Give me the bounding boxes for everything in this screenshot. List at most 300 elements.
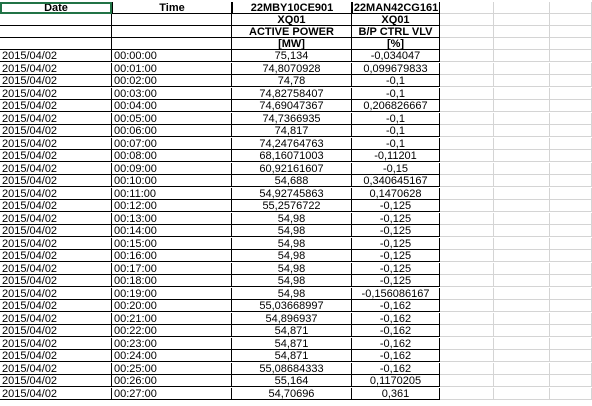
empty-cell[interactable] [550,14,592,26]
empty-cell[interactable] [494,113,550,125]
empty-cell[interactable] [550,213,592,225]
empty-cell[interactable] [494,188,550,200]
time-value: 00:14:00 [114,225,157,237]
empty-cell[interactable] [112,26,232,38]
empty-cell[interactable] [494,88,550,100]
empty-cell[interactable] [0,26,112,38]
power-cell[interactable] [232,275,352,287]
empty-cell[interactable] [550,363,592,375]
empty-cell[interactable] [440,88,494,100]
valve-value: -0,125 [379,250,412,262]
valve-cell[interactable] [352,113,440,125]
power-cell[interactable] [232,188,352,200]
empty-cell[interactable] [440,113,494,125]
power-cell[interactable] [232,138,352,150]
valve-value: 0,340645167 [363,175,428,187]
date-cell[interactable] [0,238,112,250]
power-cell[interactable] [232,250,352,262]
power-value: 74,7366935 [262,112,321,125]
power-cell[interactable] [232,338,352,350]
date-value: 2015/04/02 [2,100,58,112]
header-valve-sub: XQ01 [381,14,410,26]
table-row [0,338,592,350]
time-cell[interactable] [112,200,232,212]
valve-cell[interactable] [352,200,440,212]
time-value: 00:11:00 [114,187,157,200]
header-valve-name-cell[interactable] [352,26,440,38]
date-cell[interactable] [0,88,112,100]
date-cell[interactable] [0,350,112,362]
header-valve-tag: 22MAN42CG161 [353,2,439,14]
date-cell[interactable] [0,213,112,225]
empty-cell[interactable] [440,100,494,112]
power-cell[interactable] [232,150,352,162]
power-value: 74,24764763 [259,137,324,150]
empty-cell[interactable] [494,2,550,14]
empty-cell[interactable] [440,350,494,362]
empty-cell[interactable] [440,75,494,87]
time-cell[interactable] [112,225,232,237]
power-value: 54,98 [277,287,306,300]
power-cell[interactable] [232,288,352,300]
empty-cell[interactable] [494,250,550,262]
empty-cell[interactable] [494,263,550,275]
power-cell[interactable] [232,325,352,337]
empty-cell[interactable] [550,175,592,187]
date-cell[interactable] [0,113,112,125]
power-cell[interactable] [232,388,352,400]
date-value: 2015/04/02 [2,325,58,337]
time-value: 00:16:00 [114,250,157,262]
power-value: 54,98 [277,275,306,287]
empty-cell[interactable] [550,375,592,387]
valve-cell[interactable] [352,125,440,137]
time-cell[interactable] [112,250,232,262]
empty-cell[interactable] [494,163,550,175]
valve-cell[interactable] [352,288,440,300]
time-cell[interactable] [112,75,232,87]
empty-cell[interactable] [440,14,494,26]
empty-cell[interactable] [494,363,550,375]
empty-cell[interactable] [440,38,494,50]
date-value: 2015/04/02 [2,175,58,187]
empty-cell[interactable] [440,388,494,400]
table-row [0,313,592,325]
valve-value: -0,125 [379,200,412,212]
power-cell[interactable] [232,88,352,100]
empty-cell[interactable] [494,300,550,312]
empty-cell[interactable] [550,100,592,112]
empty-cell[interactable] [440,175,494,187]
empty-cell[interactable] [440,250,494,262]
date-cell[interactable] [0,175,112,187]
valve-value: -0,125 [379,262,412,275]
empty-cell[interactable] [494,225,550,237]
time-cell[interactable] [112,63,232,75]
date-cell[interactable] [0,263,112,275]
time-cell[interactable] [112,338,232,350]
empty-cell[interactable] [112,38,232,50]
empty-cell[interactable] [440,26,494,38]
empty-cell[interactable] [550,75,592,87]
empty-cell[interactable] [550,2,592,14]
time-cell[interactable] [112,388,232,400]
table-row [0,63,592,75]
date-cell[interactable] [0,188,112,200]
empty-cell[interactable] [440,225,494,237]
empty-cell[interactable] [494,138,550,150]
time-cell[interactable] [112,350,232,362]
time-cell[interactable] [112,175,232,187]
valve-value: -0,125 [379,212,412,225]
date-cell[interactable] [0,338,112,350]
empty-cell[interactable] [112,14,232,26]
power-value: 54,871 [274,337,309,350]
date-value: 2015/04/02 [2,350,58,362]
empty-cell[interactable] [550,38,592,50]
power-value: 55,2576722 [262,200,321,212]
time-cell[interactable] [112,100,232,112]
empty-cell[interactable] [550,26,592,38]
empty-cell[interactable] [440,213,494,225]
empty-cell[interactable] [550,288,592,300]
empty-cell[interactable] [440,188,494,200]
empty-cell[interactable] [494,75,550,87]
empty-cell[interactable] [494,100,550,112]
empty-cell[interactable] [0,14,112,26]
empty-cell[interactable] [550,163,592,175]
valve-cell[interactable] [352,163,440,175]
valve-cell[interactable] [352,238,440,250]
time-cell[interactable] [112,188,232,200]
empty-cell[interactable] [494,275,550,287]
valve-cell[interactable] [352,375,440,387]
power-cell[interactable] [232,75,352,87]
date-cell[interactable] [0,250,112,262]
empty-cell[interactable] [550,88,592,100]
time-value: 00:27:00 [114,387,157,400]
empty-cell[interactable] [494,350,550,362]
time-cell[interactable] [112,50,232,62]
valve-value: -0,1 [386,75,405,87]
date-cell[interactable] [0,288,112,300]
table-row [0,188,592,200]
date-cell[interactable] [0,138,112,150]
empty-cell[interactable] [550,125,592,137]
empty-cell[interactable] [440,313,494,325]
valve-cell[interactable] [352,325,440,337]
time-cell[interactable] [112,288,232,300]
time-value: 00:09:00 [114,162,157,175]
power-value: 54,98 [277,250,306,262]
empty-cell[interactable] [440,263,494,275]
empty-cell[interactable] [550,350,592,362]
valve-cell[interactable] [352,138,440,150]
time-cell[interactable] [112,238,232,250]
empty-cell[interactable] [550,275,592,287]
valve-cell[interactable] [352,225,440,237]
date-cell[interactable] [0,125,112,137]
header-row-1 [0,2,592,14]
date-cell[interactable] [0,50,112,62]
header-row-3 [0,26,592,38]
empty-cell[interactable] [550,338,592,350]
time-cell[interactable] [112,300,232,312]
time-value: 00:13:00 [114,212,157,225]
date-value: 2015/04/02 [2,300,58,312]
valve-cell[interactable] [352,388,440,400]
table-row [0,50,592,62]
empty-cell[interactable] [550,313,592,325]
header-date-cell[interactable] [0,2,112,14]
header-power-sub-cell[interactable] [232,14,352,26]
empty-cell[interactable] [440,375,494,387]
header-valve-tag-cell[interactable] [352,2,440,14]
power-cell[interactable] [232,163,352,175]
empty-cell[interactable] [440,2,494,14]
date-value: 2015/04/02 [2,50,58,62]
power-cell[interactable] [232,63,352,75]
empty-cell[interactable] [494,150,550,162]
empty-cell[interactable] [494,288,550,300]
time-value: 00:20:00 [114,300,157,312]
time-value: 00:26:00 [114,375,157,387]
table-row [0,388,592,400]
date-value: 2015/04/02 [2,87,58,100]
time-cell[interactable] [112,375,232,387]
date-value: 2015/04/02 [2,387,58,400]
empty-cell[interactable] [550,188,592,200]
time-value: 00:01:00 [114,62,157,75]
power-value: 74,82758407 [259,87,324,100]
date-cell[interactable] [0,200,112,212]
empty-cell[interactable] [494,388,550,400]
empty-cell[interactable] [0,38,112,50]
date-value: 2015/04/02 [2,137,58,150]
power-cell[interactable] [232,213,352,225]
empty-cell[interactable] [550,225,592,237]
time-cell[interactable] [112,275,232,287]
date-value: 2015/04/02 [2,225,58,237]
empty-cell[interactable] [550,63,592,75]
time-cell[interactable] [112,88,232,100]
valve-value: -0,162 [379,312,412,325]
table-row [0,238,592,250]
empty-cell[interactable] [494,26,550,38]
empty-cell[interactable] [440,288,494,300]
date-cell[interactable] [0,163,112,175]
empty-cell[interactable] [494,175,550,187]
empty-cell[interactable] [440,50,494,62]
power-cell[interactable] [232,313,352,325]
power-cell[interactable] [232,238,352,250]
empty-cell[interactable] [440,300,494,312]
empty-cell[interactable] [550,113,592,125]
empty-cell[interactable] [440,200,494,212]
empty-cell[interactable] [550,325,592,337]
valve-cell[interactable] [352,75,440,87]
valve-cell[interactable] [352,263,440,275]
empty-cell[interactable] [440,275,494,287]
time-value: 00:24:00 [114,350,157,362]
time-cell[interactable] [112,213,232,225]
power-value: 54,98 [277,212,306,225]
empty-cell[interactable] [440,363,494,375]
time-value: 00:03:00 [114,87,157,100]
valve-cell[interactable] [352,63,440,75]
valve-cell[interactable] [352,213,440,225]
header-valve-unit-cell[interactable] [352,38,440,50]
empty-cell[interactable] [550,263,592,275]
valve-cell[interactable] [352,100,440,112]
time-cell[interactable] [112,113,232,125]
empty-cell[interactable] [440,150,494,162]
empty-cell[interactable] [440,63,494,75]
header-power-name: ACTIVE POWER [249,26,334,38]
header-power-tag-cell[interactable] [232,2,352,14]
empty-cell[interactable] [440,238,494,250]
date-cell[interactable] [0,100,112,112]
valve-cell[interactable] [352,150,440,162]
valve-cell[interactable] [352,313,440,325]
time-value: 00:06:00 [114,125,157,137]
time-value: 00:17:00 [114,262,157,275]
date-cell[interactable] [0,225,112,237]
valve-cell[interactable] [352,300,440,312]
valve-cell[interactable] [352,175,440,187]
time-cell[interactable] [112,263,232,275]
date-cell[interactable] [0,325,112,337]
power-cell[interactable] [232,125,352,137]
valve-cell[interactable] [352,88,440,100]
time-value: 00:07:00 [114,137,157,150]
date-cell[interactable] [0,300,112,312]
time-value: 00:12:00 [114,200,157,212]
empty-cell[interactable] [440,325,494,337]
table-row [0,350,592,362]
header-valve-sub-cell[interactable] [352,14,440,26]
date-cell[interactable] [0,388,112,400]
empty-cell[interactable] [440,125,494,137]
date-cell[interactable] [0,275,112,287]
time-cell[interactable] [112,313,232,325]
header-time: Time [159,2,185,14]
valve-value: -0,162 [379,337,412,350]
header-date: Date [44,2,68,14]
power-cell[interactable] [232,363,352,375]
time-value: 00:21:00 [114,312,157,325]
power-cell[interactable] [232,100,352,112]
empty-cell[interactable] [494,338,550,350]
empty-cell[interactable] [494,38,550,50]
empty-cell[interactable] [550,200,592,212]
empty-cell[interactable] [550,300,592,312]
valve-cell[interactable] [352,250,440,262]
table-row [0,75,592,87]
date-cell[interactable] [0,75,112,87]
header-power-name-cell[interactable] [232,26,352,38]
empty-cell[interactable] [440,338,494,350]
empty-cell[interactable] [550,138,592,150]
power-cell[interactable] [232,300,352,312]
time-cell[interactable] [112,125,232,137]
power-cell[interactable] [232,375,352,387]
date-cell[interactable] [0,313,112,325]
empty-cell[interactable] [440,163,494,175]
table-row [0,138,592,150]
valve-value: -0,125 [379,237,412,250]
power-value: 54,98 [277,262,306,275]
date-cell[interactable] [0,375,112,387]
date-cell[interactable] [0,63,112,75]
time-cell[interactable] [112,163,232,175]
empty-cell[interactable] [494,14,550,26]
power-cell[interactable] [232,175,352,187]
table-row [0,100,592,112]
valve-cell[interactable] [352,350,440,362]
time-cell[interactable] [112,150,232,162]
table-row [0,275,592,287]
empty-cell[interactable] [494,50,550,62]
empty-cell[interactable] [494,213,550,225]
time-value: 00:04:00 [114,100,157,112]
time-cell[interactable] [112,325,232,337]
valve-value: -0,125 [379,225,412,237]
empty-cell[interactable] [494,238,550,250]
power-value: 54,98 [277,225,306,237]
valve-value: 0,361 [381,387,410,400]
time-value: 00:10:00 [114,175,157,187]
date-cell[interactable] [0,150,112,162]
valve-cell[interactable] [352,188,440,200]
power-cell[interactable] [232,263,352,275]
date-cell[interactable] [0,363,112,375]
power-cell[interactable] [232,113,352,125]
date-value: 2015/04/02 [2,125,58,137]
power-cell[interactable] [232,200,352,212]
power-value: 54,92745863 [259,187,324,200]
empty-cell[interactable] [494,375,550,387]
header-valve-unit: [%] [386,38,405,50]
valve-cell[interactable] [352,50,440,62]
empty-cell[interactable] [494,200,550,212]
empty-cell[interactable] [550,50,592,62]
empty-cell[interactable] [494,63,550,75]
power-cell[interactable] [232,350,352,362]
header-power-unit-cell[interactable] [232,38,352,50]
date-value: 2015/04/02 [2,112,58,125]
time-cell[interactable] [112,363,232,375]
empty-cell[interactable] [550,250,592,262]
power-cell[interactable] [232,225,352,237]
valve-cell[interactable] [352,275,440,287]
valve-cell[interactable] [352,363,440,375]
table-row [0,325,592,337]
power-cell[interactable] [232,50,352,62]
power-value: 60,92161607 [259,162,324,175]
empty-cell[interactable] [494,125,550,137]
empty-cell[interactable] [494,325,550,337]
empty-cell[interactable] [494,313,550,325]
empty-cell[interactable] [440,138,494,150]
empty-cell[interactable] [550,238,592,250]
header-time-cell[interactable] [112,2,232,14]
table-row [0,250,592,262]
empty-cell[interactable] [550,150,592,162]
empty-cell[interactable] [550,388,592,400]
time-cell[interactable] [112,138,232,150]
valve-cell[interactable] [352,338,440,350]
